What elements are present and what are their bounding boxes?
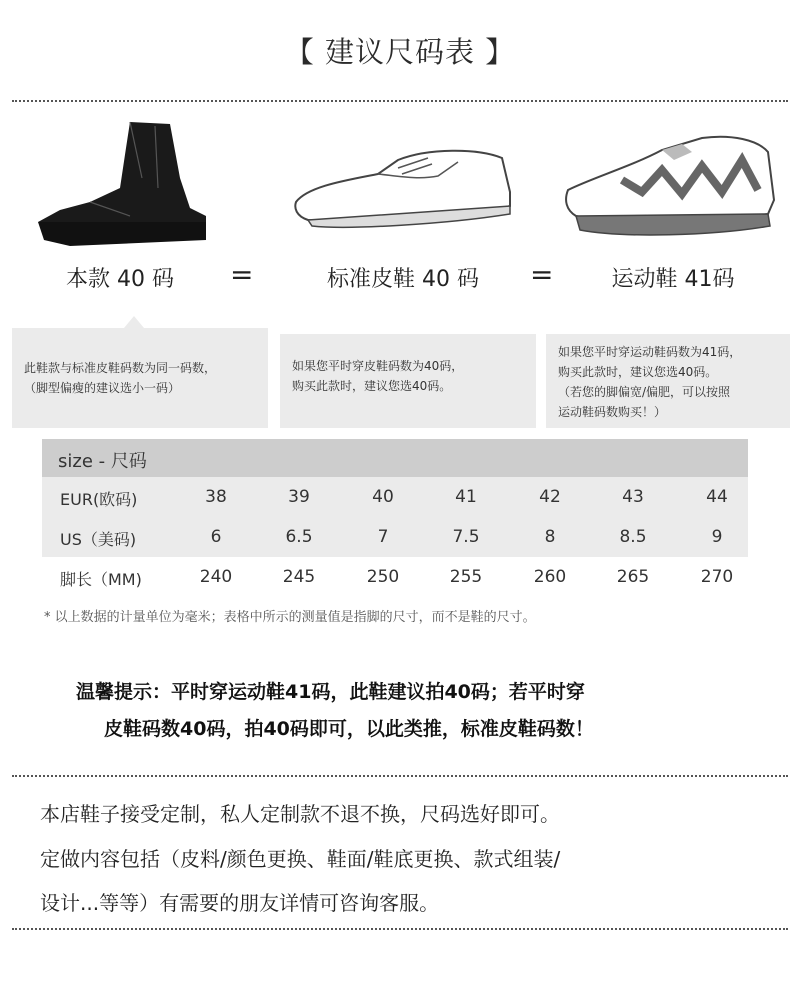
note-text: 如果您平时穿皮鞋码数为40码， bbox=[292, 359, 464, 373]
page-title: 【 建议尺码表 】 bbox=[284, 35, 516, 69]
size-cell: 41 bbox=[455, 487, 477, 507]
dotted-divider-middle bbox=[12, 775, 788, 777]
note-text: 如果您平时穿运动鞋码数为41码， bbox=[558, 345, 742, 359]
size-cell: 44 bbox=[706, 487, 728, 507]
size-cell: 240 bbox=[199, 567, 233, 587]
tip-line-2: 皮鞋码数40码，拍40码即可，以此类推，标准皮鞋码数！ bbox=[104, 718, 594, 740]
size-cell: 265 bbox=[616, 567, 650, 587]
size-cell: 40 bbox=[372, 487, 394, 507]
dotted-divider-bottom bbox=[12, 928, 788, 930]
note-text: 购买此款时，建议您选40码。 bbox=[292, 379, 452, 393]
equals-sign: = bbox=[530, 258, 554, 291]
size-cell: 250 bbox=[366, 567, 400, 587]
size-cell: 38 bbox=[205, 487, 227, 507]
note-right bbox=[546, 334, 790, 428]
size-table-title: size - 尺码 bbox=[58, 451, 147, 472]
size-cell: 42 bbox=[539, 487, 561, 507]
boot-image bbox=[30, 118, 210, 248]
size-cell: 260 bbox=[533, 567, 567, 587]
row-label: EUR(欧码) bbox=[60, 490, 138, 509]
sneaker-image bbox=[562, 130, 782, 240]
equals-sign: = bbox=[230, 258, 254, 291]
note-text: （若您的脚偏宽/偏肥，可以按照 bbox=[558, 385, 731, 399]
standard-shoe-size: 标准皮鞋 40 码 bbox=[327, 267, 479, 292]
sports-shoe-size: 运动鞋 41码 bbox=[611, 267, 735, 292]
size-cell: 6.5 bbox=[285, 527, 313, 547]
dress-shoe-image bbox=[288, 140, 518, 230]
size-cell: 245 bbox=[282, 567, 316, 587]
note-text: （脚型偏瘦的建议选小一码） bbox=[24, 381, 181, 395]
size-cell: 7.5 bbox=[452, 527, 480, 547]
row-label: US（美码) bbox=[60, 530, 137, 549]
row-label: 脚长（MM) bbox=[60, 570, 142, 589]
info-line-1: 本店鞋子接受定制，私人定制款不退不换，尺码选好即可。 bbox=[40, 802, 560, 826]
note-text: 此鞋款与标准皮鞋码数为同一码数， bbox=[24, 361, 217, 375]
size-cell: 9 bbox=[711, 527, 723, 547]
size-cell: 270 bbox=[700, 567, 734, 587]
note-left bbox=[12, 328, 268, 428]
size-table-header bbox=[42, 439, 748, 477]
size-cell: 43 bbox=[622, 487, 644, 507]
note-text: 运动鞋码数购买！） bbox=[558, 405, 667, 419]
dotted-divider-top bbox=[12, 100, 788, 102]
size-cell: 39 bbox=[288, 487, 310, 507]
this-model-size: 本款 40 码 bbox=[66, 267, 174, 292]
size-cell: 8.5 bbox=[619, 527, 647, 547]
size-cell: 8 bbox=[544, 527, 556, 547]
info-line-2: 定做内容包括（皮料/颜色更换、鞋面/鞋底更换、款式组装/ bbox=[40, 847, 561, 871]
size-table-footnote: * 以上数据的计量单位为毫米；表格中所示的测量值是指脚的尺寸，而不是鞋的尺寸。 bbox=[44, 610, 536, 625]
note-middle bbox=[280, 334, 536, 428]
size-cell: 255 bbox=[449, 567, 483, 587]
note-pointer bbox=[124, 316, 144, 328]
size-cell: 7 bbox=[377, 527, 389, 547]
tip-line-1: 温馨提示：平时穿运动鞋41码，此鞋建议拍40码；若平时穿 bbox=[76, 681, 585, 703]
size-cell: 6 bbox=[210, 527, 222, 547]
info-line-3: 设计...等等）有需要的朋友详情可咨询客服。 bbox=[40, 891, 440, 915]
note-text: 购买此款时，建议您选40码。 bbox=[558, 365, 718, 379]
